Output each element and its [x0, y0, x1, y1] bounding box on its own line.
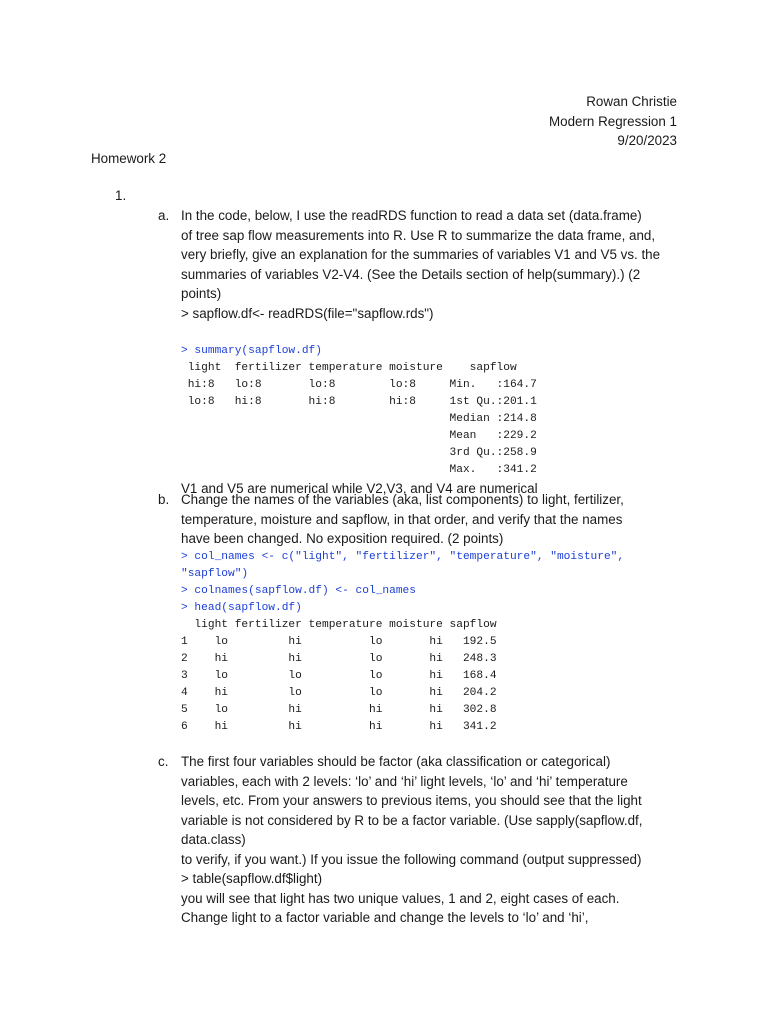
- part-c-line: to verify, if you want.) If you issue the following command (output suppressed): [181, 851, 642, 867]
- part-c-line: levels, etc. From your answers to previous items, you should see that the light: [181, 793, 642, 808]
- summary-output-line: 3rd Qu.:258.9: [181, 446, 537, 459]
- head-output-line: 1 lo hi lo hi 192.5: [181, 635, 497, 648]
- r-command-line: > colnames(sapflow.df) <- col_names: [181, 584, 416, 597]
- r-command-line: > col_names <- c("light", "fertilizer", "temperature", "moisture",: [181, 550, 625, 563]
- summary-output-line: Max. :341.2: [181, 463, 537, 476]
- part-a-marker: a.: [158, 208, 170, 223]
- r-command-summary: > summary(sapflow.df): [181, 344, 322, 357]
- part-c-line: variables, each with 2 levels: ‘lo’ and ‘hi’ light levels, ‘lo’ and ‘hi’ temperature: [181, 773, 628, 789]
- summary-output-line: Median :214.8: [181, 412, 537, 425]
- r-command-line: > head(sapflow.df): [181, 601, 302, 614]
- part-a-line: summaries of variables V2-V4. (See the Details section of help(summary).) (2: [181, 266, 641, 282]
- part-b-line: have been changed. No exposition required. (2 points): [181, 531, 504, 546]
- r-command-line: "sapflow"): [181, 567, 249, 580]
- document-header: [549, 92, 677, 151]
- part-c-line: > table(sapflow.df$light): [181, 871, 323, 886]
- part-b-body: [181, 490, 696, 736]
- part-c-line: you will see that light has two unique values, 1 and 2, eight cases of each.: [181, 890, 620, 906]
- part-a-line: very briefly, give an explanation for the summaries of variables V1 and V5 vs. the: [181, 247, 661, 262]
- author-name: Rowan Christie: [586, 94, 677, 109]
- part-b-marker: b.: [158, 492, 170, 507]
- summary-output-line: hi:8 lo:8 lo:8 lo:8 Min. :164.7: [181, 378, 537, 391]
- head-output-line: 6 hi hi hi hi 341.2: [181, 720, 497, 733]
- part-c-line: The first four variables should be factor (aka classification or categorical): [181, 754, 611, 769]
- head-output-line: 4 hi lo lo hi 204.2: [181, 686, 497, 699]
- part-b-line: temperature, moisture and sapflow, in that order, and verify that the names: [181, 511, 623, 527]
- course-name: Modern Regression 1: [548, 113, 677, 129]
- part-c-line: variable is not considered by R to be a factor variable. (Use sapply(sapflow.df,: [181, 812, 643, 828]
- head-output-line: light fertilizer temperature moisture sapflow: [181, 618, 497, 631]
- part-a-line: In the code, below, I use the readRDS function to read a data set (data.frame): [181, 208, 642, 223]
- summary-output-line: Mean :229.2: [181, 429, 537, 442]
- part-a-line: of tree sap flow measurements into R. Use R to summarize the data frame, and,: [181, 227, 656, 243]
- summary-output-line: lo:8 hi:8 hi:8 hi:8 1st Qu.:201.1: [181, 395, 537, 408]
- part-c-body: [181, 752, 696, 928]
- part-c-marker: c.: [158, 754, 169, 769]
- part-b-line: Change the names of the variables (aka, list components) to light, fertilizer,: [181, 492, 624, 507]
- homework-title: Homework 2: [91, 151, 167, 166]
- part-a-line: > sapflow.df<- readRDS(file="sapflow.rds"): [181, 305, 434, 321]
- spacer: [181, 323, 696, 343]
- summary-output-line: light fertilizer temperature moisture sapflow: [181, 361, 517, 374]
- head-output-line: 5 lo hi hi hi 302.8: [181, 703, 497, 716]
- part-a-line: points): [181, 286, 222, 301]
- part-a-body: [181, 206, 696, 498]
- part-c-line: data.class): [181, 832, 246, 847]
- question-number: 1.: [115, 188, 127, 203]
- head-output-line: 2 hi hi lo hi 248.3: [181, 652, 497, 665]
- document-date: 9/20/2023: [617, 133, 677, 148]
- head-output-line: 3 lo lo lo hi 168.4: [181, 669, 497, 682]
- part-c-line: Change light to a factor variable and change the levels to ‘lo’ and ‘hi’,: [181, 910, 589, 925]
- part-a-answer: V1 and V5 are numerical while V2,V3, and V4 are numerical: [181, 480, 538, 496]
